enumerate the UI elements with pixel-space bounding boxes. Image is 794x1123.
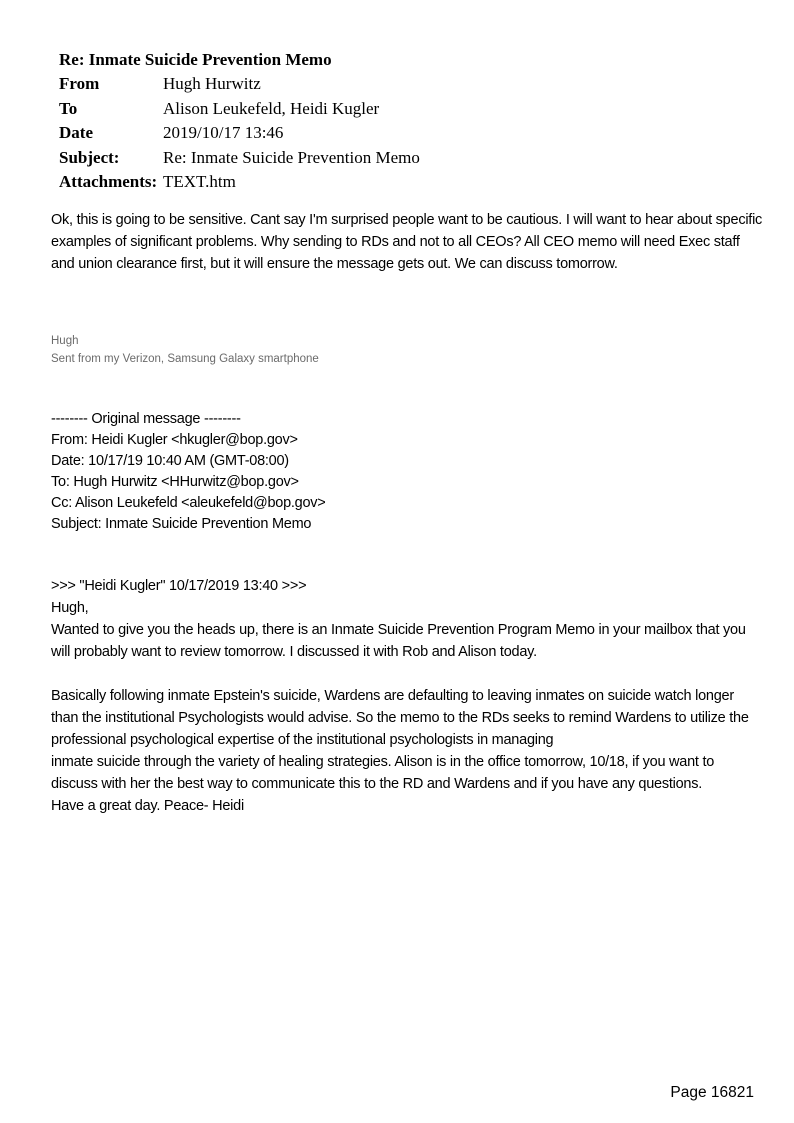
- reply-body: [51, 209, 763, 275]
- quoted-header: >>> "Heidi Kugler" 10/17/2019 13:40 >>>: [51, 578, 307, 594]
- quoted-paragraph-2: [51, 685, 763, 817]
- signature: [51, 332, 319, 368]
- original-separator: -------- Original message --------: [51, 411, 241, 427]
- field-label: Date: [59, 123, 93, 142]
- original-from: From: Heidi Kugler <hkugler@bop.gov>: [51, 432, 298, 448]
- field-label: From: [59, 74, 100, 93]
- field-value: Hugh Hurwitz: [163, 74, 261, 93]
- quoted-paragraph-2b: inmate suicide through the variety of healing strategies. Alison is in the office tomorrow, 10/18, if you want to discuss with her the best way to communicate this to the RD and Wardens and if you have any questions.: [51, 754, 715, 792]
- field-label: To: [59, 98, 78, 118]
- original-subject: Subject: Inmate Suicide Prevention Memo: [51, 516, 312, 532]
- email-header: [59, 48, 420, 195]
- field-row-to: [59, 97, 420, 122]
- signature-device: Sent from my Verizon, Samsung Galaxy smartphone: [51, 353, 319, 365]
- email-fields-table: [59, 72, 420, 195]
- field-label: Attachments:: [59, 172, 158, 191]
- field-value: Re: Inmate Suicide Prevention Memo: [163, 147, 420, 167]
- original-cc: Cc: Alison Leukefeld <aleukefeld@bop.gov>: [51, 495, 326, 511]
- reply-paragraph: Ok, this is going to be sensitive. Cant say I'm surprised people want to be cautious. I will want to hear about specific examples of significant problems. Why sending to RDs and not to all CEOs? All CEO memo will need Exec staff and union clearance first, but it will ensure the message gets out. We can discuss tomorrow.: [51, 212, 763, 272]
- field-row-subject: [59, 146, 420, 171]
- original-message-header: [51, 408, 763, 534]
- quoted-paragraph-1: Wanted to give you the heads up, there is an Inmate Suicide Prevention Program Memo in your mailbox that you will probably want to review tomorrow. I discussed it with Rob and Alison today.: [51, 622, 746, 660]
- field-label: Subject:: [59, 147, 120, 167]
- field-row-from: [59, 72, 420, 97]
- email-title: Re: Inmate Suicide Prevention Memo: [59, 50, 332, 69]
- quoted-message: [51, 575, 763, 817]
- attachment-link[interactable]: TEXT.htm: [163, 172, 236, 191]
- quoted-closing: Have a great day. Peace- Heidi: [51, 798, 244, 814]
- original-date: Date: 10/17/19 10:40 AM (GMT-08:00): [51, 453, 289, 469]
- field-value: Alison Leukefeld, Heidi Kugler: [163, 98, 380, 118]
- signature-name: Hugh: [51, 335, 79, 347]
- page-number: Page 16821: [670, 1084, 754, 1101]
- quoted-header-line: [51, 575, 763, 663]
- quoted-greeting: Hugh,: [51, 600, 89, 616]
- original-to: To: Hugh Hurwitz <HHurwitz@bop.gov>: [51, 474, 299, 490]
- quoted-paragraph-2a: Basically following inmate Epstein's suicide, Wardens are defaulting to leaving inmates on suicide watch longer than the institutional Psychologists would advise. So the memo to the RDs seeks to remind Wardens to utilize the professional psychological expertise of the institutional psychologists in managing: [51, 688, 749, 748]
- field-row-date: [59, 121, 420, 146]
- field-row-attachments: [59, 170, 420, 195]
- field-value: 2019/10/17 13:46: [163, 123, 284, 142]
